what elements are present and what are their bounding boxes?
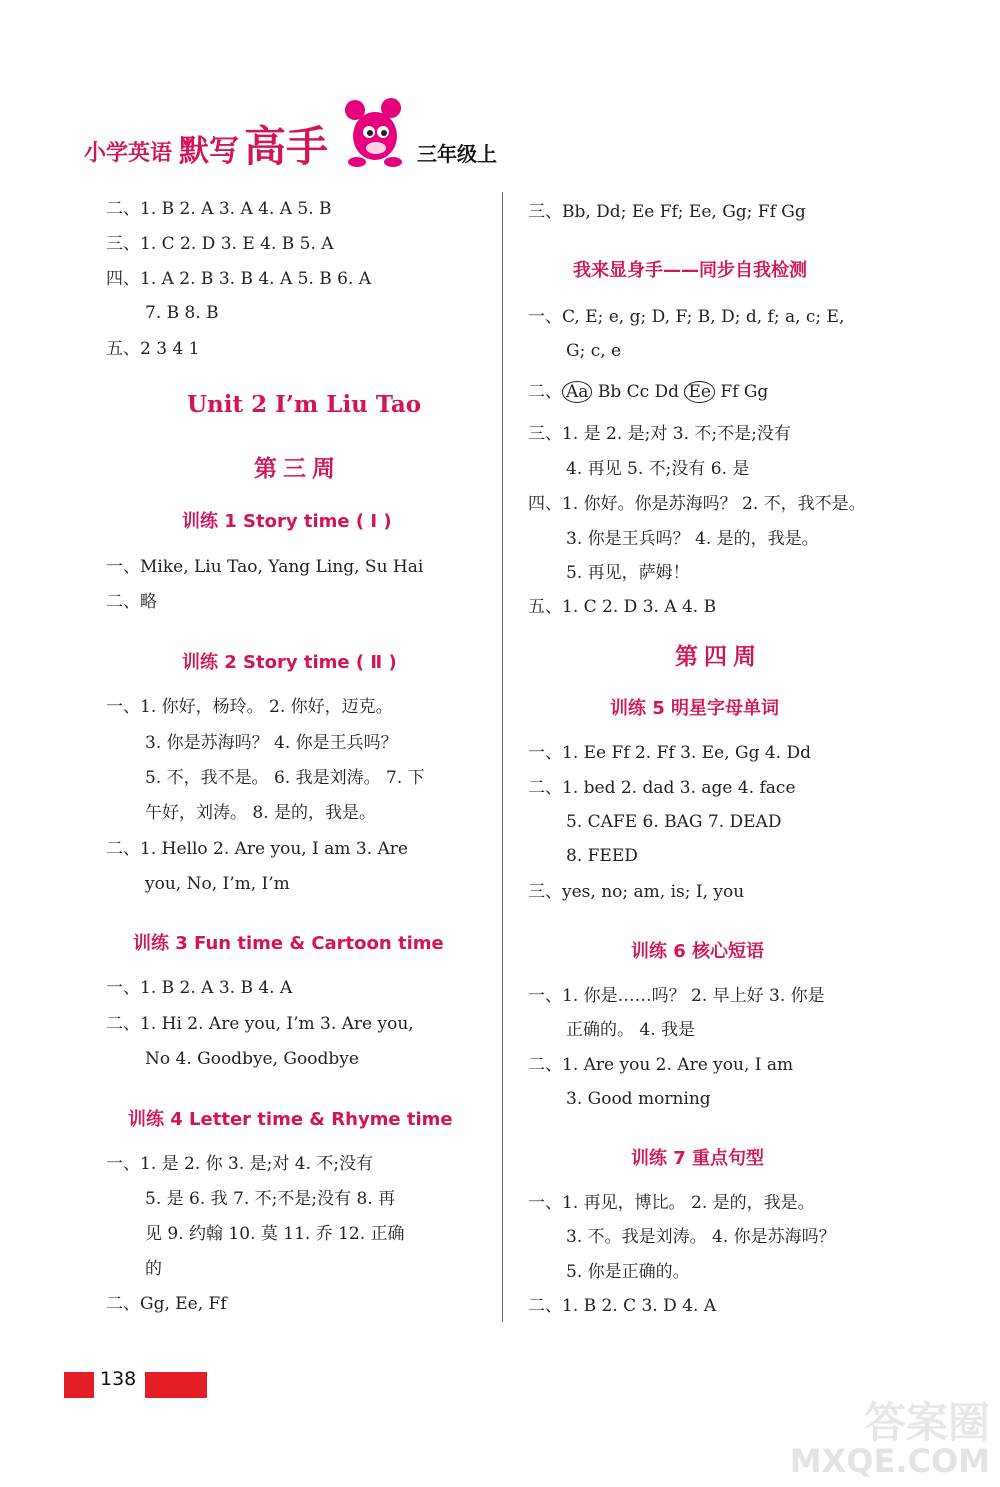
answer-line: No 4. Goodbye, Goodbye (145, 1049, 359, 1069)
answer-line: 5. 你是正确的。 (566, 1262, 690, 1282)
week-heading: 第四周 (675, 644, 762, 670)
answer-line: you, No, I’m, I’m (145, 874, 290, 894)
watermark (770, 1390, 1000, 1487)
line-prefix: 二、 (528, 382, 562, 402)
section-heading: 我来显身手——同步自我检测 (573, 260, 807, 281)
answer-line: 二、略 (106, 592, 157, 612)
answer-line: 三、Bb, Dd; Ee Ff; Ee, Gg; Ff Gg (528, 202, 806, 222)
page-number-bar-right (145, 1372, 207, 1398)
title-part1: 小学英语 (84, 141, 173, 166)
week-heading: 第三周 (254, 456, 341, 482)
circled-letter: Ee (684, 381, 714, 403)
page-number: 138 (100, 1368, 137, 1390)
answer-line: 午好，刘涛。 8. 是的，我是。 (145, 803, 377, 823)
section-heading: 训练 5 明星字母单词 (610, 698, 780, 719)
answer-line: G; c, e (566, 341, 622, 361)
page-number-bar-left (64, 1372, 94, 1398)
answer-line: 二、1. Are you 2. Are you, I am (528, 1055, 794, 1075)
unit-title: Unit 2 I’m Liu Tao (187, 391, 422, 418)
section-heading: 训练 4 Letter time & Rhyme time (128, 1109, 453, 1130)
watermark-url: MXQE.COM (789, 1442, 990, 1480)
section-heading: 训练 1 Story time ( Ⅰ ) (182, 511, 392, 532)
answer-line: 二、1. Hello 2. Are you, I am 3. Are (106, 839, 408, 859)
line-middle: Bb Cc Dd (592, 382, 685, 402)
answer-line: 3. 不。我是刘涛。 4. 你是苏海吗？ (566, 1227, 836, 1247)
grade-label: 三年级上 (417, 142, 497, 166)
answer-line: 二、Gg, Ee, Ff (106, 1294, 227, 1314)
column-divider (502, 192, 503, 1322)
answer-line: 四、1. 你好。你是苏海吗？ 2. 不，我不是。 (528, 494, 866, 514)
section-heading: 训练 6 核心短语 (631, 941, 765, 962)
answer-line: 5. 再见，萨姆！ (566, 563, 690, 583)
answer-line: 二、1. bed 2. dad 3. age 4. face (528, 778, 796, 798)
answer-line: 三、1. C 2. D 3. E 4. B 5. A (106, 234, 334, 254)
answer-line: 5. 不，我不是。 6. 我是刘涛。 7. 下 (145, 768, 425, 788)
book-header (84, 96, 524, 180)
answer-line: 四、1. A 2. B 3. B 4. A 5. B 6. A (106, 269, 372, 289)
answer-line: 五、1. C 2. D 3. A 4. B (528, 597, 717, 617)
answer-line: 3. Good morning (566, 1089, 711, 1109)
answer-line: 的 (145, 1259, 162, 1279)
answer-line: 一、1. 你好，杨玲。 2. 你好，迈克。 (106, 697, 393, 717)
answer-line: 5. 是 6. 我 7. 不;不是;没有 8. 再 (145, 1189, 396, 1209)
answer-line: 五、2 3 4 1 (106, 339, 200, 359)
answer-line: 正确的。 4. 我是 (566, 1020, 696, 1040)
answer-line: 二、1. B 2. C 3. D 4. A (528, 1296, 717, 1316)
section-heading: 训练 3 Fun time & Cartoon time (133, 933, 444, 954)
section-heading: 训练 7 重点句型 (631, 1148, 765, 1169)
circled-letter: Aa (562, 381, 592, 403)
answer-line: 7. B 8. B (145, 303, 219, 323)
answer-line: 一、1. 再见，博比。 2. 是的，我是。 (528, 1193, 815, 1213)
answer-line: 一、C, E; e, g; D, F; B, D; d, f; a, c; E, (528, 307, 845, 327)
answer-line: 二、1. Hi 2. Are you, I’m 3. Are you, (106, 1014, 414, 1034)
answer-line-circled (528, 381, 768, 403)
mascot-icon (339, 96, 411, 172)
section-heading: 训练 2 Story time ( Ⅱ ) (182, 652, 397, 673)
answer-line: 一、Mike, Liu Tao, Yang Ling, Su Hai (106, 557, 424, 577)
answer-line: 见 9. 约翰 10. 莫 11. 乔 12. 正确 (145, 1224, 405, 1244)
answer-line: 一、1. Ee Ff 2. Ff 3. Ee, Gg 4. Dd (528, 743, 812, 763)
answer-line: 5. CAFE 6. BAG 7. DEAD (566, 812, 782, 832)
answer-line: 三、1. 是 2. 是;对 3. 不;不是;没有 (528, 424, 791, 444)
title-part3: 高手 (244, 122, 329, 171)
title-part2: 默写 (179, 134, 239, 169)
answer-line: 8. FEED (566, 846, 638, 866)
answer-line: 二、1. B 2. A 3. A 4. A 5. B (106, 199, 332, 219)
answer-line: 一、1. 你是……吗？ 2. 早上好 3. 你是 (528, 986, 825, 1006)
answer-line: 一、1. B 2. A 3. B 4. A (106, 978, 293, 998)
watermark-logo: 答案圈 (863, 1398, 990, 1447)
answer-line: 3. 你是苏海吗？ 4. 你是王兵吗？ (145, 733, 398, 753)
answer-line: 3. 你是王兵吗？ 4. 是的，我是。 (566, 529, 819, 549)
line-end: Ff Gg (714, 382, 769, 402)
answer-line: 一、1. 是 2. 你 3. 是;对 4. 不;没有 (106, 1154, 374, 1174)
answer-line: 三、yes, no; am, is; I, you (528, 882, 745, 902)
answer-line: 4. 再见 5. 不;没有 6. 是 (566, 459, 750, 479)
